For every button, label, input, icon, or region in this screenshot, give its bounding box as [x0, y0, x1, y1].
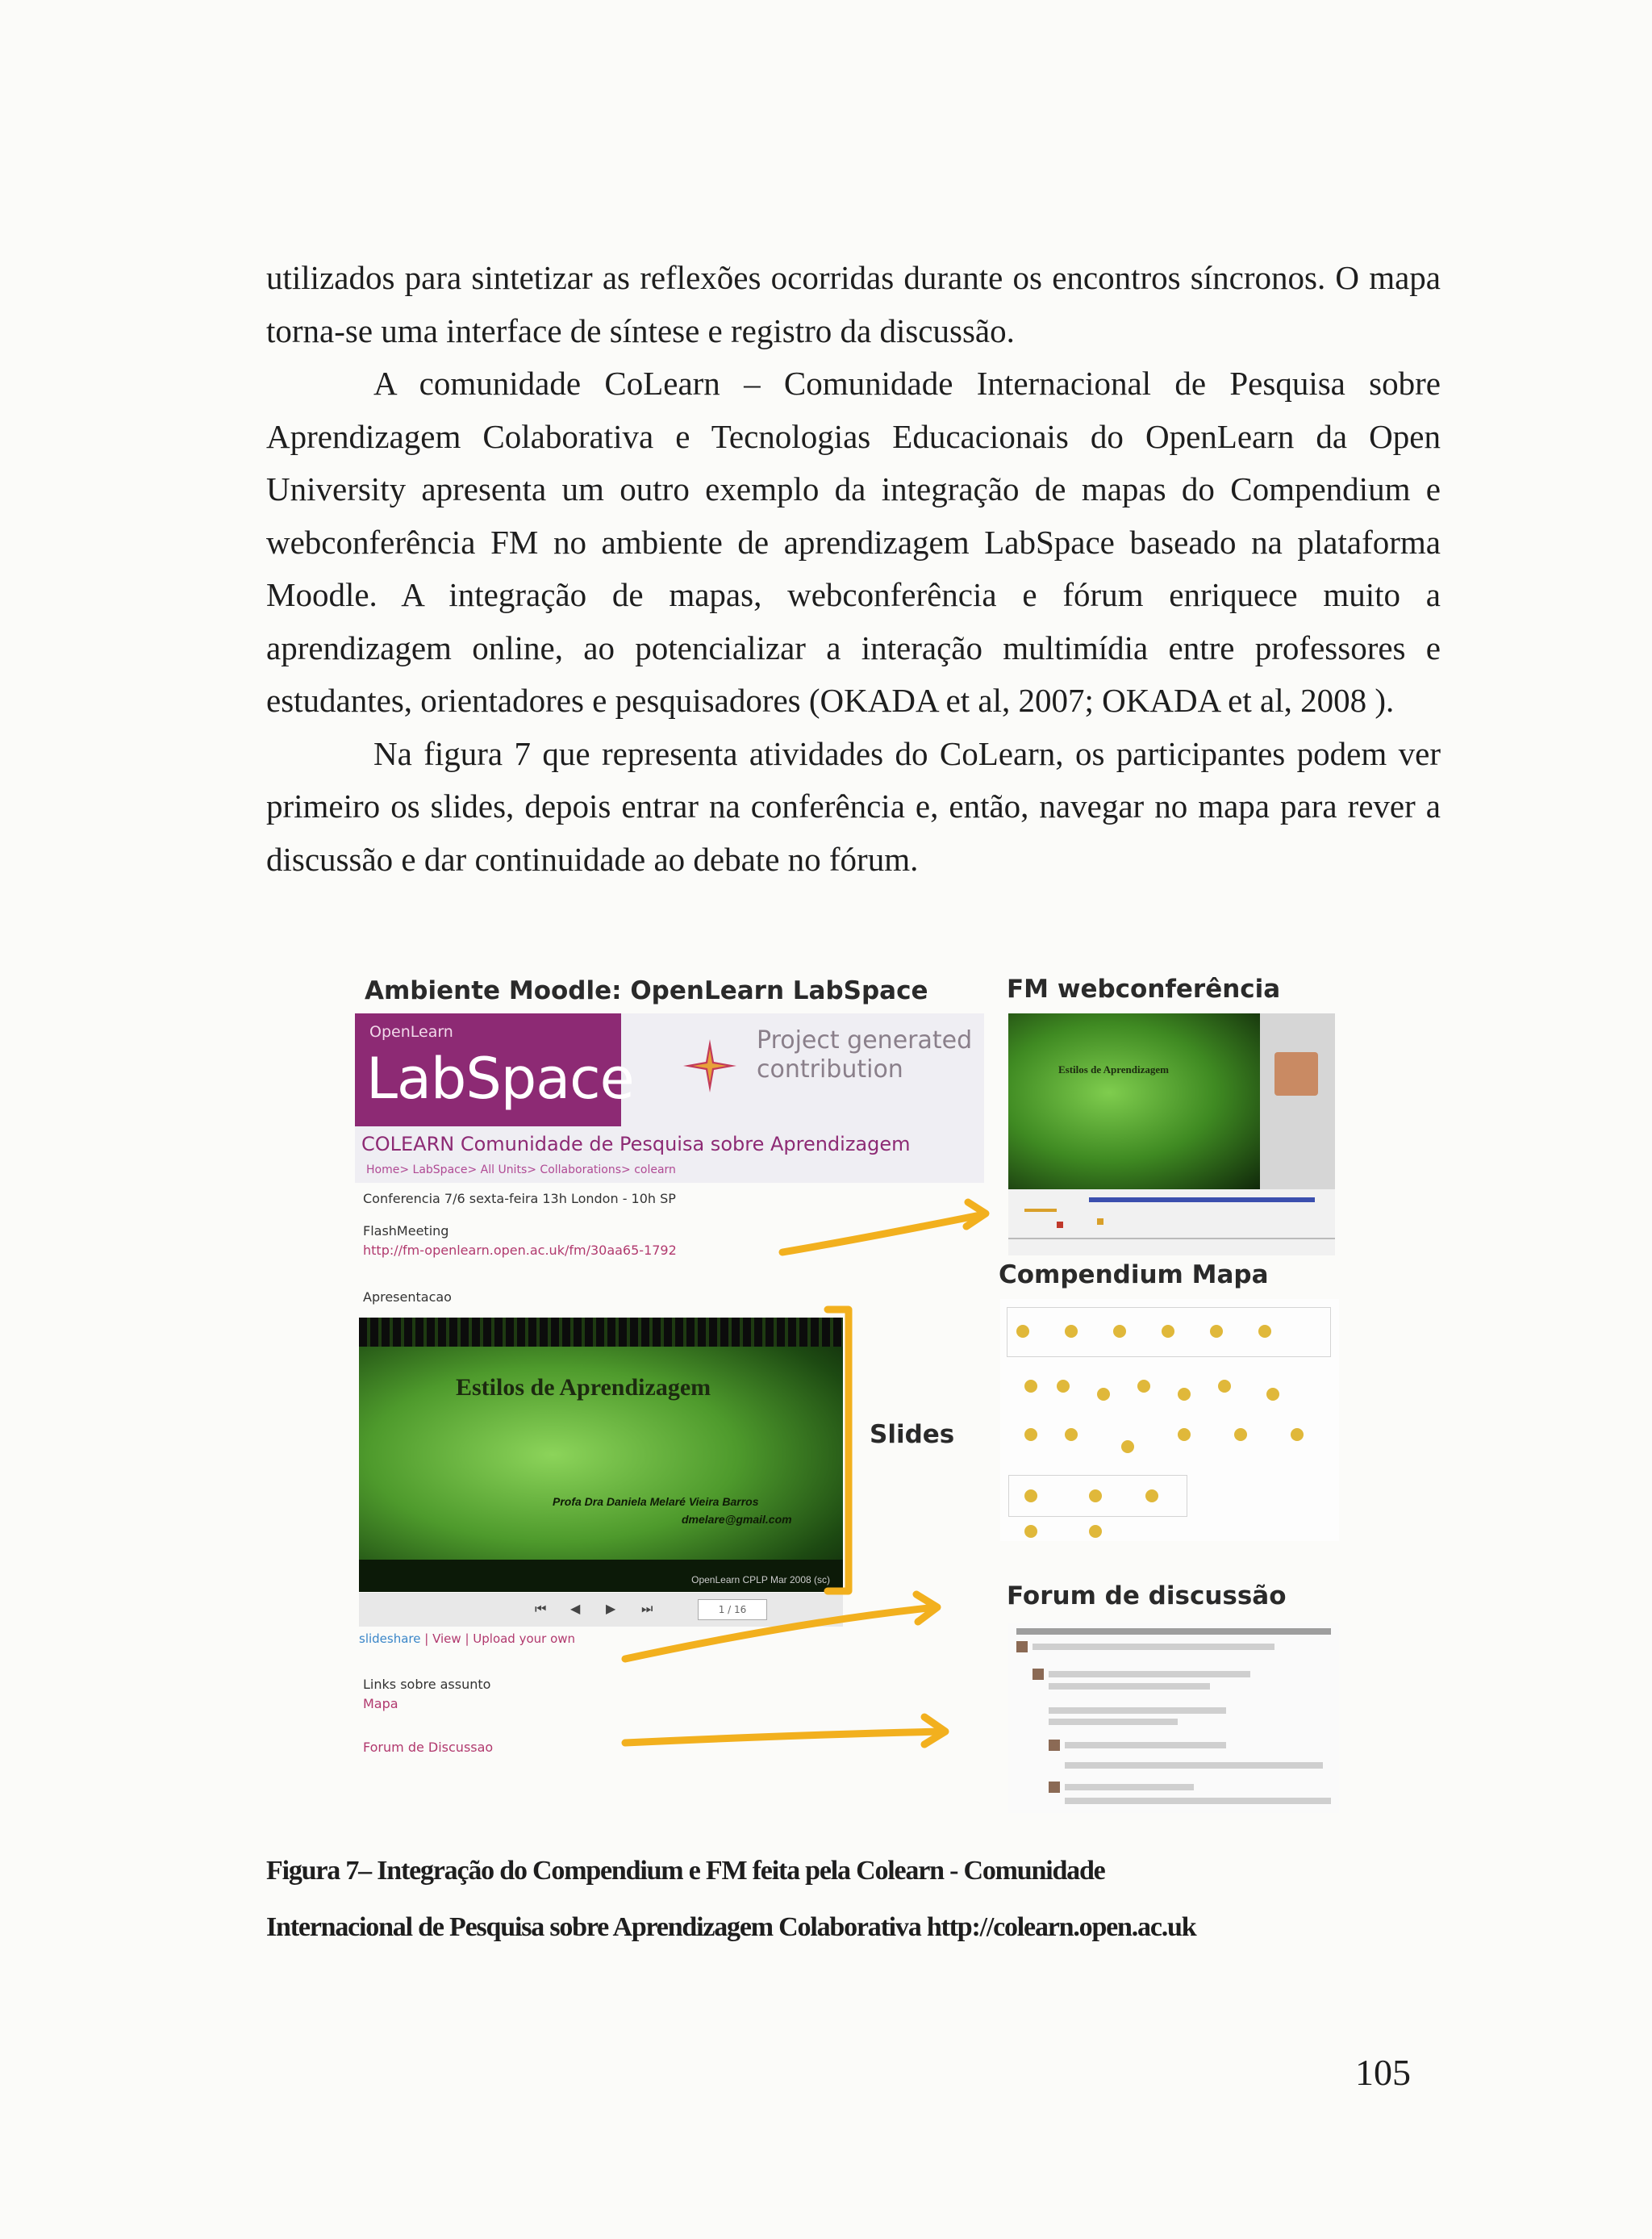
flashmeeting-link[interactable]: http://fm-openlearn.open.ac.uk/fm/30aa65-1792 — [363, 1243, 677, 1258]
forum-link[interactable]: Forum de Discussao — [363, 1740, 494, 1755]
conference-info: Conferencia 7/6 sexta-feira 13h London - 10h SP — [363, 1191, 676, 1206]
figure-arrows — [347, 960, 1365, 1836]
figure-caption-line-2: Internacional de Pesquisa sobre Aprendizagem Colaborativa http://colearn.open.ac.uk — [266, 1912, 1196, 1942]
mapa-link[interactable]: Mapa — [363, 1696, 398, 1711]
paragraph-1: utilizados para sintetizar as reflexões ocorridas durante os encontros síncronos. O mapa torna-se uma interface de síntese e registro da discussão. — [266, 259, 1441, 349]
fm-heading: FM webconferência — [1007, 975, 1281, 1004]
body-text — [266, 252, 1441, 886]
community-title: COLEARN Comunidade de Pesquisa sobre Aprendizagem — [361, 1133, 911, 1155]
tagline: Project generated contribution — [757, 1026, 973, 1084]
first-slide-icon[interactable]: ⏮ — [535, 1601, 547, 1616]
arrow-to-forum-1 — [625, 1607, 936, 1659]
next-slide-icon[interactable]: ▶ — [606, 1601, 616, 1616]
moodle-heading: Ambiente Moodle: OpenLearn LabSpace — [365, 976, 928, 1005]
prev-slide-icon[interactable]: ◀ — [570, 1601, 581, 1616]
slides-label: Slides — [870, 1420, 955, 1449]
arrow-to-fm — [782, 1214, 984, 1252]
links-label: Links sobre assunto — [363, 1677, 491, 1692]
openlearn-label: OpenLearn — [369, 1023, 453, 1041]
figure-7 — [347, 960, 1365, 1836]
slideshare-logo: slideshare — [359, 1631, 421, 1646]
figure-caption-line-1: Figura 7– Integração do Compendium e FM feita pela Colearn - Comunidade — [266, 1856, 1105, 1886]
page-number: 105 — [1355, 2052, 1411, 2093]
slide-footer: OpenLearn CPLP Mar 2008 (sc) — [691, 1574, 830, 1585]
slide-email: dmelare@gmail.com — [682, 1513, 792, 1526]
labspace-logo: LabSpace — [366, 1046, 634, 1112]
slide-page-indicator[interactable]: 1 / 16 — [698, 1599, 767, 1620]
breadcrumb: Home> LabSpace> All Units> Collaborations> colearn — [366, 1163, 676, 1176]
forum-heading: Forum de discussão — [1007, 1581, 1287, 1610]
slideshare-links[interactable]: | View | Upload your own — [424, 1631, 576, 1646]
paragraph-2: A comunidade CoLearn – Comunidade Internacional de Pesquisa sobre Aprendizagem Colaborativa e Tecnologias Educacionais do OpenLearn da Open University apresenta um outro exemplo da integração de mapas do Compendium e webconferência FM no ambiente de aprendizagem LabSpace baseado na plataforma Moodle. A integração de mapas, webconferência e fórum enriquece muito a aprendizagem online, ao potencializar a interação multimídia entre professores e estudantes, orientadores e pesquisadores (OKADA et al, 2007; OKADA et al, 2008 ). — [266, 365, 1441, 719]
fm-slide-title: Estilos de Aprendizagem — [1058, 1063, 1169, 1076]
last-slide-icon[interactable]: ⏭ — [641, 1601, 653, 1616]
flashmeeting-label: FlashMeeting — [363, 1223, 449, 1239]
arrow-to-forum-2 — [625, 1731, 944, 1743]
paragraph-3: Na figura 7 que representa atividades do CoLearn, os participantes podem ver primeiro os slides, depois entrar na conferência e, então, navegar no mapa para rever a discussão e dar continuidade ao debate no fórum. — [266, 734, 1441, 878]
slides-bracket — [828, 1310, 849, 1591]
compendium-heading: Compendium Mapa — [999, 1260, 1269, 1289]
slide-author: Profa Dra Daniela Melaré Vieira Barros — [553, 1495, 759, 1508]
presentation-label: Apresentacao — [363, 1289, 452, 1305]
slide-title: Estilos de Aprendizagem — [456, 1374, 711, 1401]
